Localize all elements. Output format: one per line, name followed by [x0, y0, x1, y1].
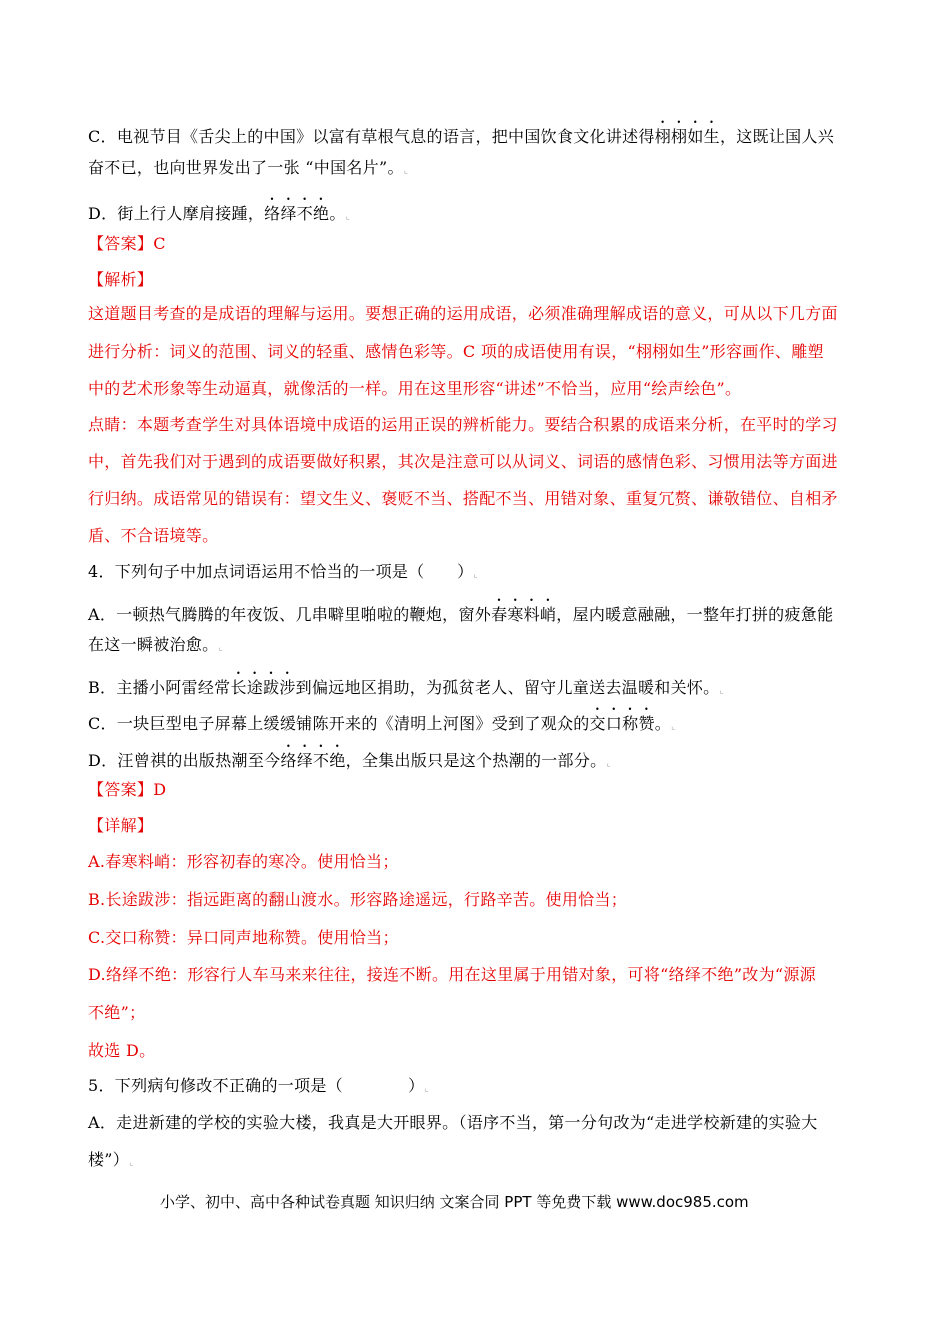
q3-option-d — [88, 195, 868, 228]
q4-option-a-line2 — [88, 634, 868, 659]
text: C．电视节目《舌尖上的中国》以富有草根气息的语言，把中国饮食文化讲述得 — [88, 127, 655, 146]
paragraph-mark-icon: ⌞ — [671, 722, 676, 732]
q4-stem — [88, 561, 868, 586]
text: ，这既让国人兴 — [719, 127, 835, 146]
q4-detail-label — [88, 815, 868, 837]
q3-analysis-label — [88, 269, 868, 291]
dotted-word: 络绎不绝 — [264, 204, 330, 223]
page-footer: 小学、初中、高中各种试卷真题 知识归纳 文案合同 PPT 等免费下载 www.doc985.com — [160, 1193, 749, 1211]
label: 【解析】 — [88, 270, 154, 289]
text: C．一块巨型电子屏幕上缓缓铺陈开来的《清明上河图》受到了观众的 — [88, 714, 590, 733]
dotted-word: 交口称赞 — [589, 714, 655, 733]
text: 。 — [654, 714, 672, 733]
paragraph-mark-icon: ⌞ — [403, 166, 409, 176]
q4-option-a — [88, 596, 868, 626]
q4-detail-line-2: B.长途跋涉：指远距离的翻山渡水。形容路途遥远，行路辛苦。使用恰当； — [88, 890, 628, 909]
answer-text: 【答案】D — [88, 780, 167, 799]
text: B．主播小阿雷经常 — [88, 678, 231, 697]
text: 4．下列句子中加点词语运用不恰当的一项是（ ） — [88, 562, 474, 581]
paragraph-mark-icon: ⌞ — [473, 570, 478, 580]
q3-analysis-line-2: 进行分析：词义的范围、词义的轻重、感情色彩等。C 项的成语使用有误，“栩栩如生”形容画作、雕塑 — [88, 342, 824, 361]
q5-stem — [88, 1075, 868, 1100]
q4-detail-line-6: 故选 D。 — [88, 1041, 156, 1060]
answer-text: 【答案】C — [88, 234, 166, 253]
paragraph-mark-icon: ⌞ — [606, 759, 611, 769]
q3-option-c-line2 — [88, 157, 868, 182]
q3-analysis-line-3: 中的艺术形象等生动逼真，就像活的一样。用在这里形容“讲述”不恰当，应用“绘声绘色”。 — [88, 379, 742, 398]
q3-option-c — [88, 118, 868, 148]
q3-analysis-line-1: 这道题目考查的是成语的理解与运用。要想正确的运用成语，必须准确理解成语的意义，可从以下几方面 — [88, 304, 838, 323]
text: 。 — [329, 204, 346, 223]
q4-option-c — [88, 705, 868, 738]
paragraph-mark-icon: ⌞ — [129, 1158, 134, 1168]
dotted-word: 栩栩如生 — [654, 127, 720, 146]
paragraph-mark-icon: ⌞ — [719, 686, 725, 696]
text: ，全集出版只是这个热潮的一部分。 — [345, 751, 607, 770]
text: D．街上行人摩肩接踵， — [88, 204, 265, 223]
q4-detail-line-4: D.络绎不绝：形容行人车马来来往往，接连不断。用在这里属于用错对象，可将“络绎不绝”改为“源源 — [88, 965, 816, 984]
q4-detail-line-3: C.交口称赞：异口同声地称赞。使用恰当； — [88, 928, 399, 947]
text: 在这一瞬被治愈。 — [88, 635, 219, 654]
q4-option-d — [88, 742, 868, 775]
text: 到偏远地区捐助，为孤贫老人、留守儿童送去温暖和关怀。 — [295, 678, 720, 697]
q4-answer — [88, 779, 868, 801]
text: ，屋内暖意融融，一整年打拼的疲惫能 — [556, 605, 834, 624]
q5-option-a-line2 — [88, 1149, 868, 1174]
q3-analysis-line-7: 盾、不合语境等。 — [88, 526, 219, 545]
q4-detail-line-5: 不绝”； — [88, 1003, 146, 1022]
text: 5．下列病句修改不正确的一项是（ ） — [88, 1076, 425, 1095]
dotted-word: 长途跋涉 — [230, 678, 296, 697]
text: D．汪曾祺的出版热潮至今 — [88, 751, 281, 770]
q4-detail-line-1: A.春寒料峭：形容初春的寒冷。使用恰当； — [88, 852, 399, 871]
paragraph-mark-icon: ⌞ — [345, 212, 351, 222]
q3-analysis-line-4: 点睛：本题考查学生对具体语境中成语的运用正误的辨析能力。要结合积累的成语来分析，在平时的学习 — [88, 415, 838, 434]
q3-answer — [88, 233, 868, 255]
dotted-word: 络绎不绝 — [280, 751, 346, 770]
text: 楼”） — [88, 1150, 130, 1169]
paragraph-mark-icon: ⌞ — [424, 1084, 430, 1094]
q3-analysis-line-6: 行归纳。成语常见的错误有：望文生义、褒贬不当、搭配不当、用错对象、重复冗赘、谦敬错位、自相矛 — [88, 489, 838, 508]
text: 奋不已，也向世界发出了一张 “中国名片”。 — [88, 158, 404, 177]
q3-analysis-line-5: 中，首先我们对于遇到的成语要做好积累，其次是注意可以从词义、词语的感情色彩、习惯用法等方面进 — [88, 452, 838, 471]
q5-option-a: A．走进新建的学校的实验大楼，我真是大开眼界。（语序不当，第一分句改为“走进学校新建的实验大 — [88, 1113, 818, 1132]
q4-option-b — [88, 669, 868, 702]
text: A．一顿热气腾腾的年夜饭、几串噼里啪啦的鞭炮，窗外 — [88, 605, 492, 624]
label: 【详解】 — [88, 816, 154, 835]
paragraph-mark-icon: ⌞ — [218, 643, 223, 653]
dotted-word: 春寒料峭 — [491, 605, 557, 624]
